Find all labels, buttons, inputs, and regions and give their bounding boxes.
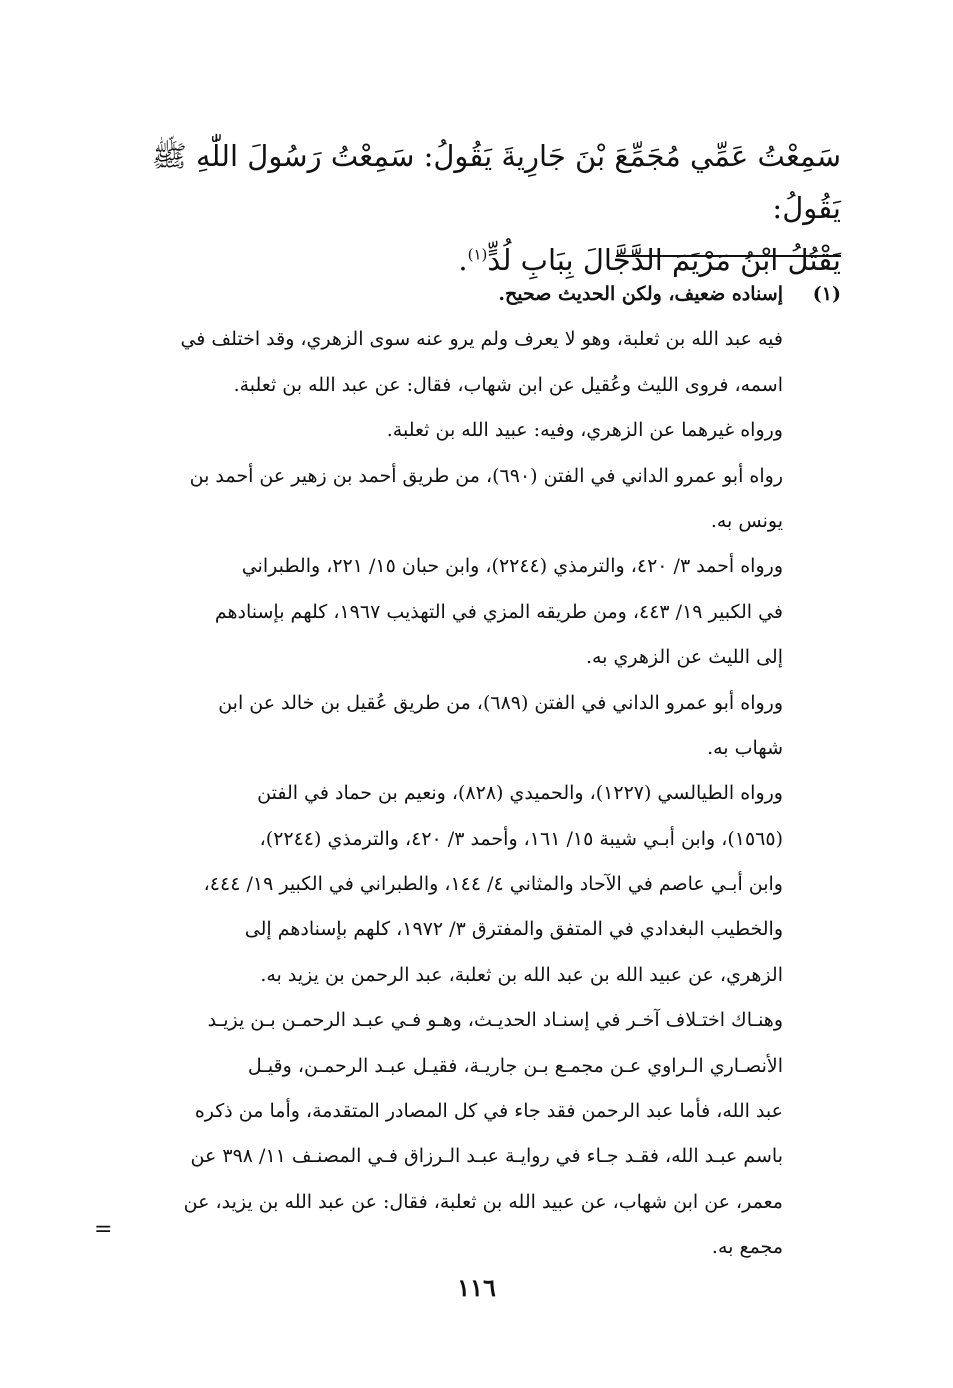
- footnote-block: [100, 272, 841, 1271]
- hadith-line-2-text: يَقْتُلُ ابْنُ مَرْيَمَ الدَّجَّالَ بِبَابِ لُدٍّ: [487, 243, 841, 277]
- footnote-line: وهنـاك اختـلاف آخـر في إسنـاد الحديـث، وهـو فـي عبـد الرحمـن بـن يزيـد: [207, 1009, 783, 1032]
- footnote-line: الزهري، عن عبيد الله بن عبد الله بن ثعلبة، عبد الرحمن بن يزيد به.: [260, 963, 783, 986]
- footnote-line: عبد الله، فأما عبد الرحمن فقد جاء في كل المصادر المتقدمة، وأما من ذكره: [194, 1100, 783, 1123]
- page-number: ١١٦: [457, 1273, 496, 1302]
- footnote-line: ورواه غيرهما عن الزهري، وفيه: عبيد الله بن ثعلبة.: [386, 419, 783, 442]
- footnote-line: يونس به.: [710, 509, 783, 532]
- footnote-separator: [616, 255, 841, 257]
- footnote-marker: (١): [812, 283, 841, 305]
- continuation-mark: =: [94, 1217, 113, 1242]
- footnote-line: باسم عبـد الله، فقـد جـاء في روايـة عبـد الـرزاق فـي المصنـف ١١/ ٣٩٨ عن: [190, 1145, 783, 1168]
- footnote-line: معمر، عن ابن شهاب، عن عبيد الله بن ثعلبة، فقال: عن عبد الله بن يزيد، عن: [183, 1190, 783, 1213]
- footnote-reference: (١): [467, 245, 488, 264]
- footnote-line: ورواه الطيالسي (١٢٢٧)، والحميدي (٨٢٨)، ونعيم بن حماد في الفتن: [257, 782, 783, 805]
- footnote-line: فيه عبد الله بن ثعلبة، وهو لا يعرف ولم يرو عنه سوى الزهري، وقد اختلف في: [180, 328, 783, 351]
- footnote-line: رواه أبو عمرو الداني في الفتن (٦٩٠)، من طريق أحمد بن زهير عن أحمد بن: [189, 464, 783, 487]
- footnote-line: (١)إسناده ضعيف، ولكن الحديث صحيح.: [100, 272, 841, 317]
- footnote-line: الأنصـاري الـراوي عـن مجمـع بـن جاريـة، فقيـل عبـد الرحمـن، وقيـل: [247, 1054, 783, 1077]
- footnote-line: ورواه أحمد ٣/ ٤٢٠، والترمذي (٢٢٤٤)، وابن حبان ١٥/ ٢٢١، والطبراني: [241, 555, 783, 578]
- footnote-line: شهاب به.: [707, 736, 783, 759]
- footnote-line: في الكبير ١٩/ ٤٤٣، ومن طريقه المزي في التهذيب ١٩٦٧، كلهم بإسنادهم: [214, 600, 783, 623]
- footnote-line: ورواه أبو عمرو الداني في الفتن (٦٨٩)، من طريق عُقيل بن خالد عن ابن: [218, 691, 783, 714]
- footnote-line: والخطيب البغدادي في المتفق والمفترق ٣/ ١٩٧٢، كلهم بإسنادهم إلى: [244, 918, 783, 941]
- footnote-line: اسمه، فروى الليث وعُقيل عن ابن شهاب، فقال: عن عبد الله بن ثعلبة.: [233, 373, 783, 396]
- hadith-line-1: سَمِعْتُ عَمِّي مُجَمِّعَ بْنَ جَارِيةَ يَقُولُ: سَمِعْتُ رَسُولَ اللّٰهِ ﷺ يَقُولُ:: [151, 139, 841, 225]
- hadith-text: [100, 130, 841, 286]
- footnote-line: (١٥٦٥)، وابن أبـي شيبة ١٥/ ١٦١، وأحمد ٣/ ٤٢٠، والترمذي (٢٢٤٤)،: [259, 827, 783, 850]
- footnote-line: مجمع به.: [711, 1236, 783, 1259]
- footnote-line: إلى الليث عن الزهري به.: [585, 646, 783, 669]
- hadith-end-mark: .: [458, 243, 468, 277]
- footnote-line: وابن أبـي عاصم في الآحاد والمثاني ٤/ ١٤٤، والطبراني في الكبير ١٩/ ٤٤٤،: [203, 873, 783, 896]
